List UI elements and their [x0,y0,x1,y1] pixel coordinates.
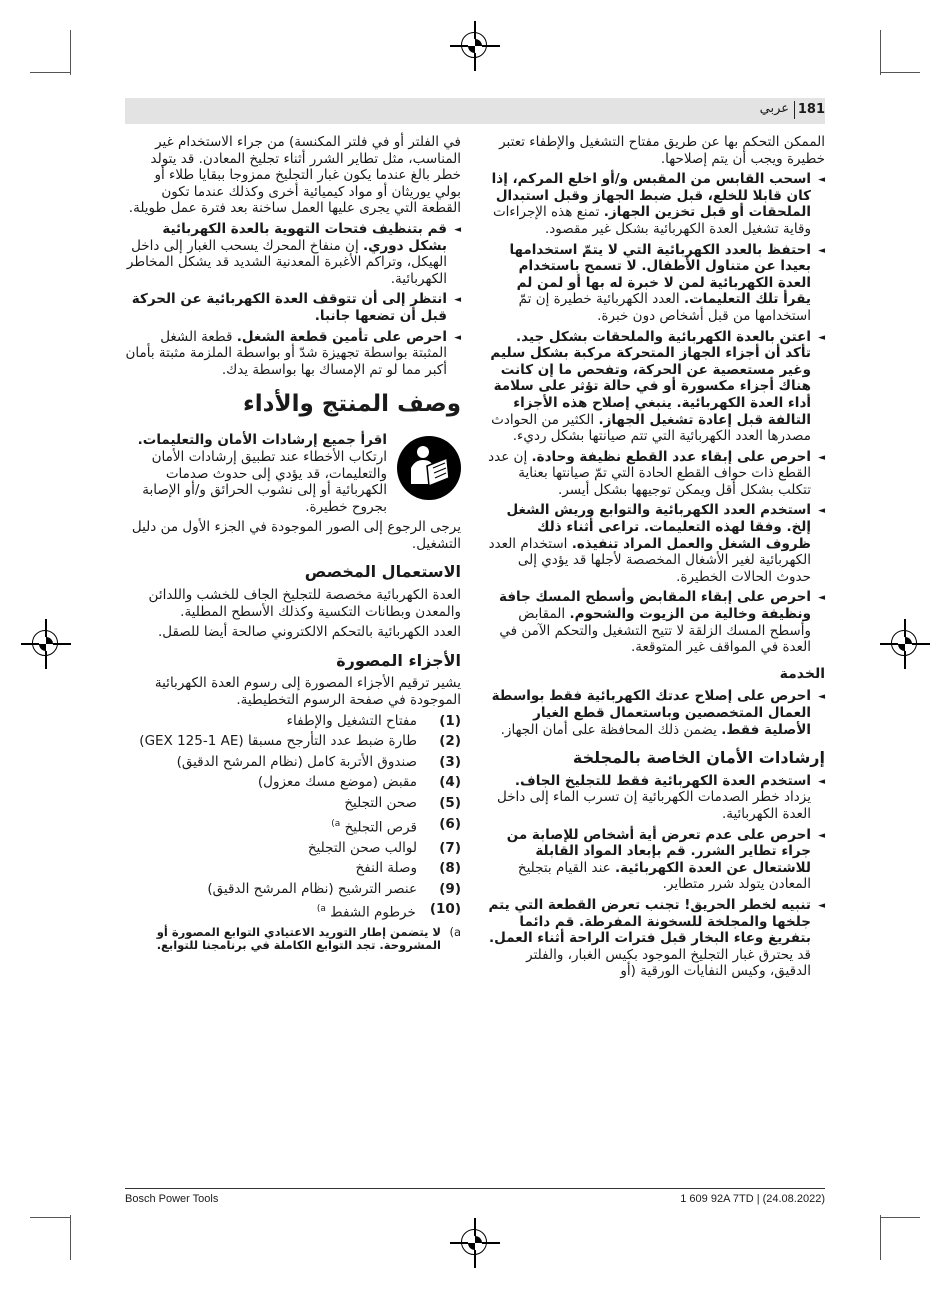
components-heading: الأجزاء المصورة [336,650,461,670]
footer-doc-code: 1 609 92A 7TD | (24.08.2022) [680,1193,825,1205]
continuation-paragraph: في الفلتر أو في فلتر المكنسة) من جراء الاستخدام غير المناسب، مثل تطاير الشرر أثناء تجليخ المعادن. قد يتولد خطر بالغ عندما يكون غبار التجليخ ممزوجا ببقايا طلاء أو بولي يوريثان أو مواد كيميائية أخرى وكذلك عندما تكون القطعة التي يجرى عليها العمل ساخنة بعد فترة عمل طويلة. [128,134,461,217]
footnote-text: لا يتضمن إطار التوريد الاعتيادي التوابع المصورة أو المشروحة. تجد التوابع الكاملة في برنامجنا للتوابع. [156,924,441,952]
safety-bullet: ◄ احتفظ بالعدد الكهربائية التي لا يتمّ استخدامها بعيدا عن متناول الأطفال. لا تسمح باستخدام العدة الكهربائية لمن لا خبرة له بها أو لمن لم يقرأ تلك التعليمات. العدد الكهربائية خطيرة إن تمّ استخدامها من قبل أشخاص دون خبرة. [488,242,825,325]
intro-paragraph: الممكن التحكم بها عن طريق مفتاح التشغيل والإطفاء تعتبر خطيرة ويجب أن يتم إصلاحها. [499,134,825,167]
list-item: (8) وصلة النفخ [355,860,461,877]
read-instructions-text: اقرأ جميع إرشادات الأمان والتعليمات. ارتكاب الأخطاء عند تطبيق إرشادات الأمان والتعليمات، قد يؤدي إلى حدوث صدمات الكهربائية أو إلى نشوب الحرائق و/أو الإصابة بجروح خطيرة. [137,432,387,515]
crop-mark [70,30,71,75]
crop-mark [880,1217,920,1218]
list-item: (1) مفتاح التشغيل والإطفاء [286,712,461,729]
crop-mark [880,1215,881,1260]
footnote [125,926,461,952]
footer-divider [125,1188,825,1189]
read-instructions-block [125,432,461,515]
list-item: (4) مقبض (موضع مسك معزول) [257,774,461,791]
list-item: (10) خرطوم الشفط $^{a)}$ [316,901,461,921]
components-list [125,713,461,922]
sander-bullet: ◄ انتظر إلى أن تتوقف العدة الكهربائية عن الحركة قبل أن تضعها جانبا. [125,291,461,324]
safety-bullet: ◄ اسحب القابس من المقبس و/أو اخلع المركم، إذا كان قابلا للخلع، قبل ضبط الجهاز وقبل استبدال الملحقات أو قبل تخزين الجهاز. تمنع هذه الإجراءات وقاية تشغيل العدة الكهربائية بشكل غير مقصود. [488,171,825,237]
crop-mark [30,1217,70,1218]
safety-bullet: ◄ احرص على إبقاء المقابض وأسطح المسك جافة ونظيفة وخالية من الزيوت والشحوم. المقابض وأسطح المسك الزلقة لا تتيح التشغيل والتحكم الآمن في العدة في المواقف غير المتوقعة. [488,589,825,655]
sander-bullet: ◄ تنبيه لخطر الحريق! تجنب تعرض القطعة التي يتم جلخها والمجلخة للسخونة المفرطة. قم دائما بتفريغ وعاء البخار قبل فترات الراحة أثناء العمل. قد يحترق غبار التجليخ الموجود بكيس الغبار، والفلتر الدقيق، وكيس النفايات الورقية (أو [488,897,825,980]
list-item: (3) صندوق الأتربة كامل (نظام المرشح الدقيق) [176,753,461,770]
footer-brand: Bosch Power Tools [125,1193,219,1205]
figures-note: يرجى الرجوع إلى الصور الموجودة في الجزء الأول من دليل التشغيل. [131,519,461,552]
service-heading: الخدمة [779,665,825,682]
crop-mark [880,30,881,75]
left-column [125,134,461,952]
service-bullet: ◄ احرص على إصلاح عدتك الكهربائية فقط بواسطة العمال المتخصصين وباستعمال قطع الغيار الأصلية فقط. يضمن ذلك المحافظة على أمان الجهاز. [488,688,825,738]
crop-mark [30,72,70,73]
safety-bullet: ◄ احرص على إبقاء عدد القطع نظيفة وحادة. إن عدد القطع ذات حواف القطع الحادة التي تمّ صيانتها بعناية تتكلب بشكل أقل ويمكن توجيهها بشكل أيسر. [488,449,825,499]
list-item: (6) قرص التجليخ $^{a)}$ [331,815,461,836]
list-item: (9) عنصر الترشيح (نظام المرشح الدقيق) [207,880,461,897]
product-description-heading: وصف المنتج والأداء [243,391,461,418]
footnote-mark: a) [449,924,461,939]
list-item: (5) صحن التجليخ [344,795,461,811]
safety-bullet: ◄ اعتن بالعدة الكهربائية والملحقات بشكل جيد. تأكد أن أجزاء الجهاز المتحركة مركبة بشكل سليم وغير مستعصية عن الحركة، وتفحص ما إن كانت هناك أجزاء مكسورة أو في حالة تؤثر على سلامة أداء العدة الكهربائية. ينبغي إصلاح هذه الأجزاء التالفة قبل إعادة تشغيل الجهاز. الكثير من الحوادث مصدرها العدد الكهربائية التي تتم صيانتها بشكل رديء. [488,329,825,445]
crop-mark [70,1215,71,1260]
sander-bullet: ◄ احرص على عدم تعرض أية أشخاص للإصابة من جراء تطاير الشرر. قم بإبعاد المواد القابلة للاشتعال عن العدة الكهربائية. عند القيام بتجليخ المعادن يتولد شرر متطاير. [488,827,825,893]
intended-use-paragraph: العدة الكهربائية مخصصة للتجليخ الجاف للخشب واللدائن والمعدن وبطانات التكسية وكذلك الأسطح المطلية. [148,587,461,620]
sander-safety-heading: إرشادات الأمان الخاصة بالمجلخة [572,748,825,768]
language-label: عربي [759,101,789,116]
sander-bullet: ◄ استخدم العدة الكهربائية فقط للتجليخ الجاف. يزداد خطر الصدمات الكهربائية إن تسرب الماء إلى داخل العدة الكهربائية. [488,773,825,823]
crop-mark [880,72,920,73]
intended-use-heading: الاستعمال المخصص [304,562,461,582]
components-intro: يشير ترقيم الأجزاء المصورة إلى رسوم العدة الكهربائية الموجودة في صفحة الرسوم التخطيطية. [154,675,461,709]
page-number: 181 [797,102,825,117]
sander-bullet: ◄ قم بتنظيف فتحات التهوية بالعدة الكهربائية بشكل دوري. إن منفاخ المحرك يسحب الغبار إلى داخل الهيكل، وتراكم الأغبرة المعدنية الشديد قد يشكل المخاطر الكهربائية. [125,221,461,287]
right-column [488,134,825,984]
page-header [125,98,825,124]
intended-use-paragraph: العدد الكهربائية بالتحكم الالكتروني صالحة أيضا للصقل. [157,624,461,641]
read-manual-icon [397,436,461,500]
sander-bullet: ◄ احرص على تأمين قطعة الشغل. قطعة الشغل المثبتة بواسطة تجهيزة شدّ أو بواسطة الملزمة مثبتة بأمان أكبر مما لو تم الإمساك بها بواسطة يدك. [125,329,461,379]
safety-bullet: ◄ استخدم العدد الكهربائية والتوابع وريش الشغل إلخ. وفقا لهذه التعليمات. تراعى أثناء ذلك ظروف الشغل والعمل المراد تنفيذه. استخدام العدد الكهربائية لغير الأشغال المخصصة لأجلها قد يؤدي إلى حدوث الحالات الخطيرة. [488,502,825,585]
list-item: (7) لوالب صحن التجليخ [307,839,461,856]
header-divider [794,101,796,119]
list-item: (2) طارة ضبط عدد التأرجح مسبقا (GEX 125-1 AE) [139,733,461,750]
